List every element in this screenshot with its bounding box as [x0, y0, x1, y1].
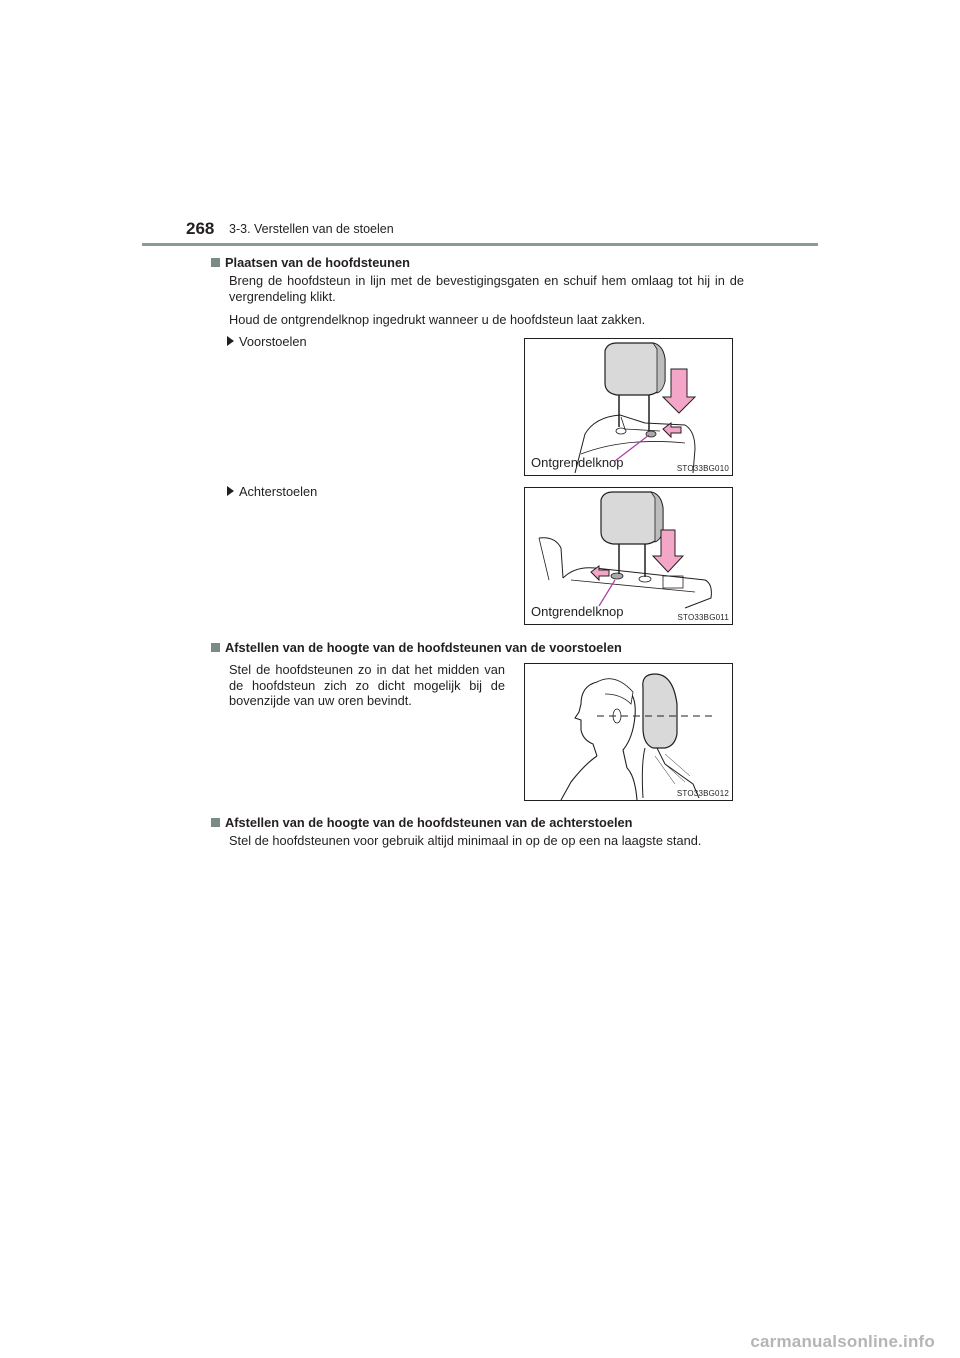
head-position-illustration	[525, 664, 732, 800]
square-bullet-icon	[211, 258, 220, 267]
figure-front-headrest	[524, 338, 733, 476]
section-heading-placing	[211, 255, 410, 270]
square-bullet-icon	[211, 643, 220, 652]
figure-rear-headrest	[524, 487, 733, 625]
figure-code-front: STO33BG010	[676, 464, 729, 473]
triangle-bullet-icon	[227, 486, 234, 496]
callout-release-button-front: Ontgrendelknop	[531, 455, 624, 470]
paragraph-front-height: Stel de hoofdsteunen zo in dat het midden van de hoofdsteun zich zo dicht mogelijk bij de bovenzijde van uw oren bevindt.	[229, 662, 505, 708]
header-title: 3-3. Verstellen van de stoelen	[229, 222, 394, 236]
figure-code-rear: STO33BG011	[677, 613, 729, 622]
subheading-label: Achterstoelen	[239, 484, 318, 499]
section-heading-text: Afstellen van de hoogte van de hoofdsteunen van de voorstoelen	[225, 640, 622, 655]
paragraph-placing-2: Houd de ontgrendelknop ingedrukt wanneer u de hoofdsteun laat zakken.	[229, 312, 646, 327]
paragraph-rear-height: Stel de hoofdsteunen voor gebruik altijd minimaal in op de op een na laagste stand.	[229, 833, 702, 848]
triangle-bullet-icon	[227, 336, 234, 346]
section-heading-front-height	[211, 640, 622, 655]
figure-head-position	[524, 663, 733, 801]
header-rule	[142, 243, 818, 246]
section-heading-text: Plaatsen van de hoofdsteunen	[225, 255, 410, 270]
paragraph-placing-1: Breng de hoofdsteun in lijn met de bevestigingsgaten en schuif hem omlaag tot hij in de vergrendeling klikt.	[229, 273, 744, 304]
square-bullet-icon	[211, 818, 220, 827]
watermark: carmanualsonline.info	[750, 1332, 935, 1351]
subheading-label: Voorstoelen	[239, 334, 307, 349]
figure-code-head: STO33BG012	[676, 789, 729, 798]
callout-release-button-rear: Ontgrendelknop	[531, 604, 624, 619]
subheading-front-seats	[227, 334, 307, 349]
page-number: 268	[186, 219, 215, 238]
subheading-rear-seats	[227, 484, 317, 499]
section-heading-text: Afstellen van de hoogte van de hoofdsteunen van de achterstoelen	[225, 815, 633, 830]
section-heading-rear-height	[211, 815, 632, 830]
